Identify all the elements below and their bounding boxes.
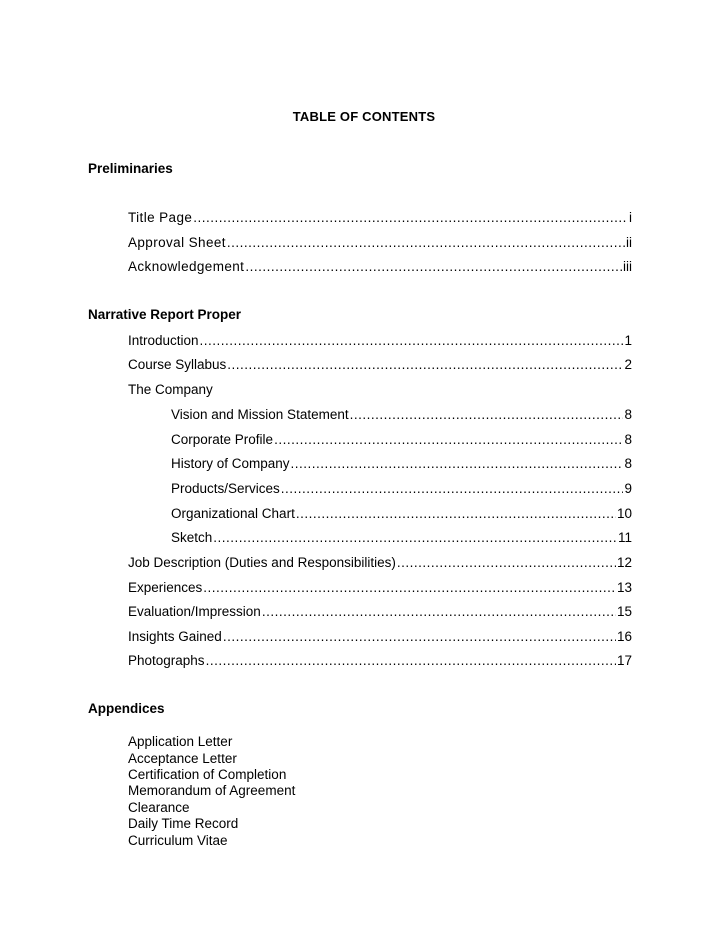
toc-entry-label: Introduction xyxy=(128,333,199,348)
toc-entry-label: Experiences xyxy=(128,580,203,595)
toc-entry-page: 11 xyxy=(617,530,632,545)
toc-entry-evaluation[interactable] xyxy=(128,603,632,621)
toc-entry-experiences[interactable] xyxy=(128,579,632,597)
toc-entry-label: Sketch xyxy=(171,530,213,545)
toc-entry-page: 17 xyxy=(616,653,632,668)
section-heading-preliminaries: Preliminaries xyxy=(88,161,173,176)
toc-entry-label: Corporate Profile xyxy=(171,432,274,447)
toc-entry-acknowledgement[interactable] xyxy=(128,258,632,276)
dot-leader xyxy=(213,529,617,547)
toc-entry-label: Insights Gained xyxy=(128,629,222,644)
toc-entry-job-description[interactable] xyxy=(128,554,632,572)
toc-entry-label: Vision and Mission Statement xyxy=(171,407,349,422)
toc-entry-label: The Company xyxy=(128,382,213,397)
toc-entry-page: 8 xyxy=(624,407,632,422)
dot-leader xyxy=(227,234,625,252)
section-heading-narrative: Narrative Report Proper xyxy=(88,307,242,322)
toc-entry-label: Evaluation/Impression xyxy=(128,604,261,619)
toc-entry-page: 13 xyxy=(616,580,632,595)
section-heading-appendices: Appendices xyxy=(88,701,165,716)
appendix-item: Acceptance Letter xyxy=(128,751,237,766)
toc-subentry-sketch[interactable] xyxy=(171,529,632,547)
toc-entry-photographs[interactable] xyxy=(128,652,632,670)
toc-entry-page: iii xyxy=(623,259,632,274)
toc-entry-page: 8 xyxy=(624,456,632,471)
toc-entry-approval-sheet[interactable] xyxy=(128,234,632,252)
dot-leader xyxy=(274,431,623,449)
dot-leader xyxy=(291,455,624,473)
toc-entry-label: Photographs xyxy=(128,653,205,668)
dot-leader xyxy=(262,603,616,621)
toc-entry-title-page[interactable] xyxy=(128,209,632,227)
toc-entry-page: 10 xyxy=(616,506,632,521)
dot-leader xyxy=(281,480,624,498)
appendix-item: Memorandum of Agreement xyxy=(128,783,296,798)
toc-entry-label: Title Page xyxy=(128,210,193,225)
toc-entry-label: Organizational Chart xyxy=(171,506,295,521)
toc-entry-label: Job Description (Duties and Responsibilities) xyxy=(128,555,396,570)
toc-entry-introduction[interactable] xyxy=(128,332,632,350)
toc-entry-label: Acknowledgement xyxy=(128,259,245,274)
toc-subentry-corporate-profile[interactable] xyxy=(171,431,632,449)
appendix-item: Application Letter xyxy=(128,734,233,749)
appendix-item: Daily Time Record xyxy=(128,816,239,831)
appendix-item: Clearance xyxy=(128,800,190,815)
toc-entry-page: 2 xyxy=(624,357,632,372)
toc-entry-the-company[interactable] xyxy=(128,381,632,399)
dot-leader xyxy=(200,332,624,350)
toc-entry-page: 1 xyxy=(624,333,632,348)
page-title: TABLE OF CONTENTS xyxy=(292,109,436,124)
dot-leader xyxy=(193,209,628,227)
dot-leader xyxy=(203,579,616,597)
toc-entry-page: 15 xyxy=(616,604,632,619)
toc-subentry-history[interactable] xyxy=(171,455,632,473)
toc-entry-page: 8 xyxy=(624,432,632,447)
dot-leader xyxy=(350,406,624,424)
toc-entry-label: Course Syllabus xyxy=(128,357,227,372)
dot-leader xyxy=(296,505,616,523)
toc-entry-page: ii xyxy=(626,235,632,250)
toc-entry-page: i xyxy=(629,210,632,225)
toc-entry-label: History of Company xyxy=(171,456,290,471)
dot-leader xyxy=(245,258,622,276)
toc-entry-insights[interactable] xyxy=(128,628,632,646)
toc-entry-page: 12 xyxy=(616,555,632,570)
appendix-item: Curriculum Vitae xyxy=(128,833,228,848)
dot-leader xyxy=(227,356,623,374)
appendix-item: Certification of Completion xyxy=(128,767,287,782)
toc-subentry-org-chart[interactable] xyxy=(171,505,632,523)
dot-leader xyxy=(223,628,616,646)
toc-entry-label: Products/Services xyxy=(171,481,280,496)
dot-leader xyxy=(206,652,616,670)
toc-entry-label: Approval Sheet xyxy=(128,235,226,250)
toc-entry-page: 9 xyxy=(624,481,632,496)
toc-entry-page: 16 xyxy=(616,629,632,644)
toc-subentry-vision-mission[interactable] xyxy=(171,406,632,424)
toc-entry-course-syllabus[interactable] xyxy=(128,356,632,374)
toc-subentry-products-services[interactable] xyxy=(171,480,632,498)
dot-leader xyxy=(397,554,616,572)
